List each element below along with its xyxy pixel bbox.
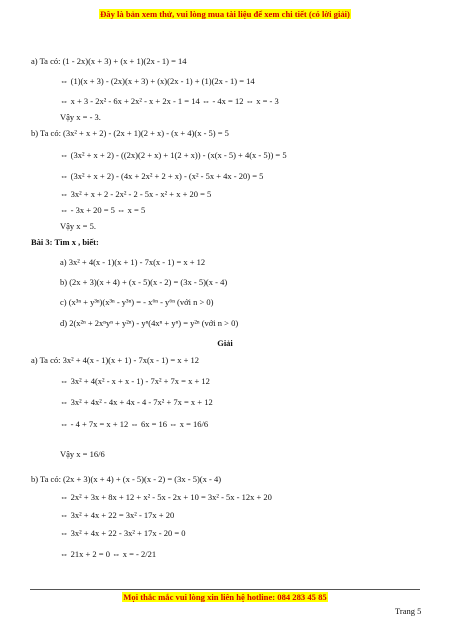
part-a-step-1: ⇔ (1)(x + 3) - (2x)(x + 3) + (x)(2x - 1) + (1)(2x - 1) = 14 (60, 76, 255, 86)
solution-b-given: b) Ta có: (2x + 3)(x + 4) + (x - 5)(x - 2) = (3x - 5)(x - 4) (31, 474, 222, 484)
footer-hotline (0, 592, 450, 602)
solution-heading: Giải (217, 338, 233, 348)
part-b-step-4: ⇔ - 3x + 20 = 5 ⇔ x = 5 (60, 205, 146, 215)
part-b-step-1: ⇔ (3x² + x + 2) - ((2x)(2 + x) + 1(2 + x)) - (x(x - 5) + 4(x - 5)) = 5 (60, 150, 287, 160)
page-number: Trang 5 (395, 606, 422, 616)
part-a-conclusion: Vậy x = - 3. (60, 112, 101, 122)
solution-a-conclusion: Vậy x = 16/6 (60, 449, 105, 459)
solution-b-step-4: ⇔ 21x + 2 = 0 ⇔ x = - 2/21 (60, 549, 157, 559)
preview-banner (0, 9, 450, 19)
solution-a-step-2: ⇔ 3x² + 4x² - 4x + 4x - 4 - 7x² + 7x = x + 12 (60, 397, 213, 407)
part-a-given: a) Ta có: (1 - 2x)(x + 3) + (x + 1)(2x - 1) = 14 (31, 56, 187, 66)
part-b-conclusion: Vậy x = 5. (60, 221, 96, 231)
exercise-3-c: c) (x³ⁿ + y³ⁿ)(x³ⁿ - y³ⁿ) = - x⁶ⁿ - y⁶ⁿ (với n > 0) (60, 297, 214, 307)
part-b-step-2: ⇔ (3x² + x + 2) - (4x + 2x² + 2 + x) - (x² - 5x + 4x - 20) = 5 (60, 171, 264, 181)
exercise-3-title: Bài 3: Tìm x , biết: (31, 237, 99, 247)
solution-a-given: a) Ta có: 3x² + 4(x - 1)(x + 1) - 7x(x - 1) = x + 12 (31, 355, 200, 365)
solution-a-step-1: ⇔ 3x² + 4(x² - x + x - 1) - 7x² + 7x = x + 12 (60, 376, 210, 386)
solution-b-step-3: ⇔ 3x² + 4x + 22 - 3x² + 17x - 20 = 0 (60, 528, 186, 538)
part-b-given: b) Ta có: (3x² + x + 2) - (2x + 1)(2 + x) - (x + 4)(x - 5) = 5 (31, 128, 229, 138)
part-b-step-3: ⇔ 3x² + x + 2 - 2x² - 2 - 5x - x² + x + 20 = 5 (60, 189, 212, 199)
footer-divider (30, 589, 420, 590)
part-a-step-2: ⇔ x + 3 - 2x² - 6x + 2x² - x + 2x - 1 = 14 ⇔ - 4x = 12 ⇔ x = - 3 (60, 96, 279, 106)
footer-hotline-text: Mọi thắc mắc vui lòng xin liên hệ hotline: 084 283 45 85 (123, 592, 327, 602)
exercise-3-d: d) 2(x²ⁿ + 2xⁿyⁿ + y²ⁿ) - yⁿ(4xⁿ + yⁿ) = y²ⁿ (với n > 0) (60, 318, 239, 328)
exercise-3-a: a) 3x² + 4(x - 1)(x + 1) - 7x(x - 1) = x + 12 (60, 257, 206, 267)
preview-banner-text: Đây là bản xem thử, vui lòng mua tài liệu để xem chi tiết (có lời giải) (100, 9, 350, 19)
solution-b-step-1: ⇔ 2x² + 3x + 8x + 12 + x² - 5x - 2x + 10 = 3x² - 5x - 12x + 20 (60, 492, 272, 502)
solution-b-step-2: ⇔ 3x² + 4x + 22 = 3x² - 17x + 20 (60, 510, 175, 520)
exercise-3-b: b) (2x + 3)(x + 4) + (x - 5)(x - 2) = (3x - 5)(x - 4) (60, 277, 228, 287)
solution-a-step-3: ⇔ - 4 + 7x = x + 12 ⇔ 6x = 16 ⇔ x = 16/6 (60, 419, 209, 429)
